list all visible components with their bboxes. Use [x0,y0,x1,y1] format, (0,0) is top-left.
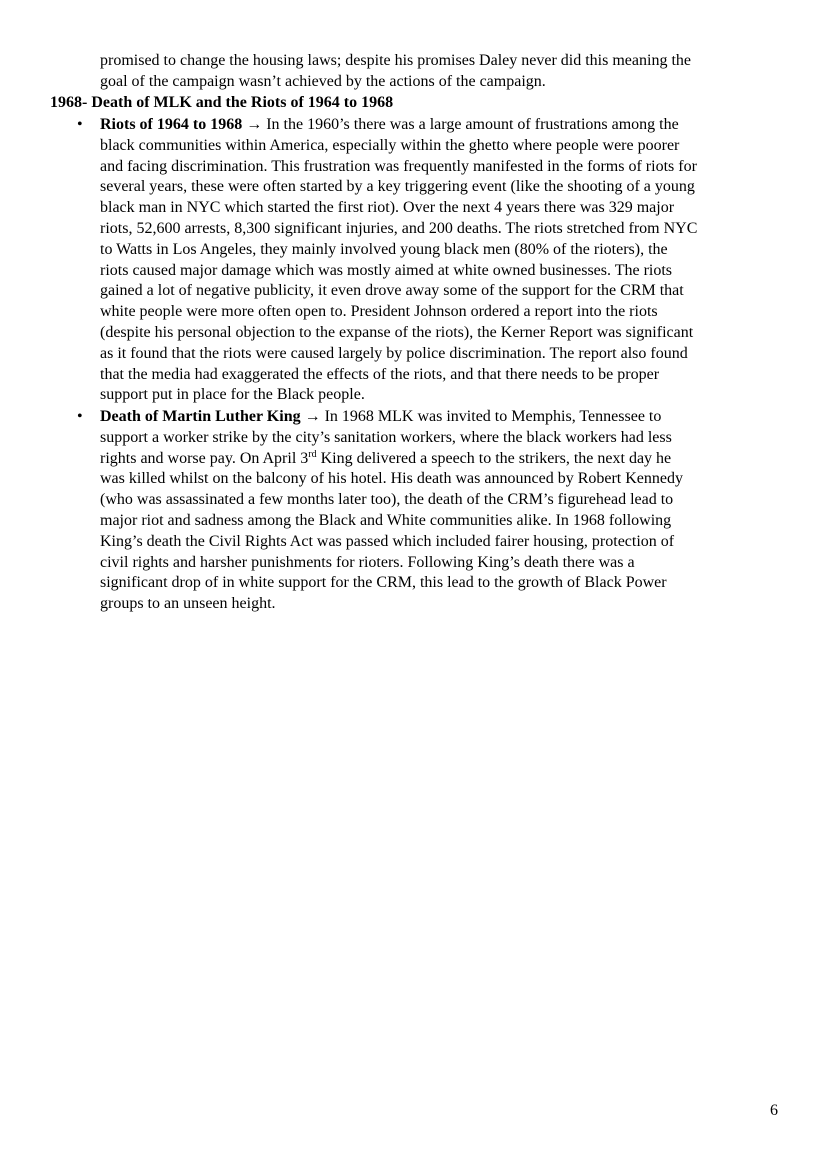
bullet-mlk-death-text [100,407,683,615]
bullet-lead: Death of Martin Luther King → [100,408,321,425]
section-heading: 1968- Death of MLK and the Riots of 1964 to 1968 [50,93,394,111]
text-line [100,407,683,428]
text-line: and facing discrimination. This frustration was frequently manifested in the forms of riots for [100,157,697,175]
text-line: support put in place for the Black people. [100,386,365,404]
text-line: to Watts in Los Angeles, they mainly involved young black men (80% of the rioters), the [100,240,668,258]
bullet-dot-icon: • [77,408,83,425]
text-line: riots, 52,600 arrests, 8,300 significant injuries, and 200 deaths. The riots stretched from NYC [100,219,698,237]
bullet-riots [77,115,698,406]
text-line: groups to an unseen height. [100,595,276,613]
intro-paragraph [100,51,691,93]
bullet-lead: Riots of 1964 to 1968 → [100,116,263,133]
text-line: black communities within America, especially within the ghetto where people were poorer [100,136,680,154]
text-line [100,449,683,470]
text-line: that the media had exaggerated the effects of the riots, and that there needs to be proper [100,365,660,383]
page-number: 6 [770,1102,778,1119]
text-run: In the 1960’s there was a large amount of frustrations among the [262,116,679,133]
superscript: rd [308,448,317,460]
text-line: goal of the campaign wasn’t achieved by the actions of the campaign. [100,72,546,90]
text-line: was killed whilst on the balcony of his hotel. His death was announced by Robert Kennedy [100,470,683,488]
text-line: black man in NYC which started the first riot). Over the next 4 years there was 329 major [100,199,675,217]
text-line: civil rights and harsher punishments for rioters. Following King’s death there was a [100,553,635,571]
text-line: promised to change the housing laws; despite his promises Daley never did this meaning the [100,52,691,69]
text-run: King delivered a speech to the strikers, the next day he [316,449,672,467]
text-line: gained a lot of negative publicity, it even drove away some of the support for the CRM that [100,282,684,300]
bullet-mlk-death [77,407,683,615]
text-line: several years, these were often started by a key triggering event (like the shooting of a young [100,178,695,196]
text-line: King’s death the Civil Rights Act was passed which included fairer housing, protection of [100,532,675,550]
text-line: major riot and sadness among the Black and White communities alike. In 1968 following [100,511,672,529]
bullet-riots-text [100,115,697,406]
bullet-dot-icon: • [77,116,83,133]
text-line: (despite his personal objection to the expanse of the riots), the Kerner Report was significant [100,323,694,341]
text-line: (who was assassinated a few months later too), the death of the CRM’s figurehead lead to [100,491,674,509]
text-run: In 1968 MLK was invited to Memphis, Tennessee to [320,408,662,425]
text-line: white people were more often open to. President Johnson ordered a report into the riots [100,303,658,321]
text-line: as it found that the riots were caused largely by police discrimination. The report also found [100,344,688,362]
text-line: riots caused major damage which was mostly aimed at white owned businesses. The riots [100,261,673,279]
text-line [100,115,697,136]
text-line: significant drop of in white support for the CRM, this lead to the growth of Black Power [100,574,667,592]
text-run: rights and worse pay. On April 3 [100,449,309,467]
text-line: support a worker strike by the city’s sanitation workers, where the black workers had less [100,428,672,446]
